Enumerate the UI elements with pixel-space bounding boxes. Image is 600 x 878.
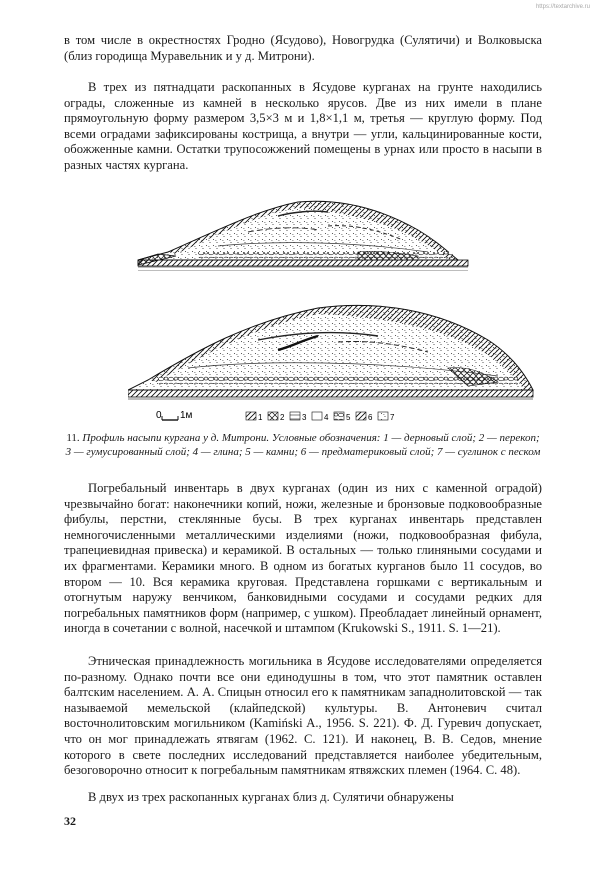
legend-swatch-3 [290, 412, 300, 420]
legend [246, 412, 395, 422]
lower-profile [128, 305, 533, 402]
page-number: 32 [64, 814, 76, 828]
paragraph-1: в том числе в окрестностях Гродно (Ясудово), Новогрудка (Сулятичи) и Волковыска (близ городища Муравельник и у д. Митрони). [64, 33, 542, 63]
legend-swatch-5 [334, 412, 344, 420]
paragraph-3: Погребальный инвентарь в двух курганах (один из них с каменной оградой) чрезвычайно богат: наконечники копий, ножи, железные и бронзовые подковообразные фибулы, перстни, стеклянные бусы. В трех курганах инвентарь представлен немногочисленными металлическими изделиями (ножи, подковообразная фибула, трапециевидная привеска) и керамикой. В остальных — только глиняными сосудами и их фрагментами. Керамики много. В одном из богатых курганов было 11 сосудов, во втором — 10. Вся керамика круговая. Представлена горшками с вертикальным и отогнутым наружу венчиком, банковидными сосудами и сосудами редких для погребальных памятников форм (например, с ушком). Преобладает линейный орнамент, иногда в сочетании с волной, насечкой и штампом (Krukowski S., 1911. S. 1—21). [64, 481, 542, 636]
legend-label-3: 3 [302, 413, 307, 422]
legend-label-4: 4 [324, 413, 329, 422]
legend-swatch-4 [312, 412, 322, 420]
watermark: https://textarchive.ru [535, 4, 590, 10]
scale-zero: 0 [156, 410, 162, 421]
figure-caption [64, 432, 542, 459]
legend-swatch-1 [246, 412, 256, 420]
upper-profile [138, 201, 468, 271]
legend-label-6: 6 [368, 413, 373, 422]
legend-swatch-7 [378, 412, 388, 420]
scale-unit: 1м [180, 410, 193, 421]
legend-label-7: 7 [390, 413, 395, 422]
legend-swatch-2 [268, 412, 278, 420]
legend-label-2: 2 [280, 413, 285, 422]
paragraph-5: В двух из трех раскопанных курганах близ д. Сулятичи обнаружены [88, 790, 454, 804]
scale-bar [156, 410, 193, 421]
legend-label-5: 5 [346, 413, 351, 422]
paragraph-4: Этническая принадлежность могильника в Ясудове исследователями определяется по-разному. Однако почти все они единодушны в том, что этот памятник оставлен балтским населением. А. А. Спицын относил его к памятникам западнолитовской — так называемой мемельской (клайпедской) культуры. В. Антоневич считал восточнолитовским могильником (Kamiński A., 1956. S. 221). Ф. Д. Гуревич допускает, что он мог принадлежать ятвягам (1962. С. 121). И наконец, В. В. Седов, мнение которого в свете последних исследований представляется наиболее убедительным, безоговорочно относит к погребальным памятникам ятвяжских племен (1964. С. 48). [64, 654, 542, 778]
legend-label-1: 1 [258, 413, 263, 422]
paragraph-2: В трех из пятнадцати раскопанных в Ясудове курганах на грунте находились ограды, сложенные из камней в несколько ярусов. Две из них имели в плане прямоугольную форму размером 3,5×3 м и 1,8×1,1 м, третья — круглую форму. Под всеми оградами зафиксированы кострища, а внутри — угли, кальцинированные кости, обожженные камни. Остатки трупосожжений помещены в урнах или просто в насыпи в разных частях кургана. [64, 80, 542, 172]
barrow-profile-figure [128, 190, 538, 425]
legend-swatch-6 [356, 412, 366, 420]
figure-caption-text: Профиль насыпи кургана у д. Митрони. Условные обозначения: 1 — дерновый слой; 2 — перекоп; 3 — гумусированный слой; 4 — глина; 5 — камни; 6 — предматериковый слой; 7 — суглинок с песком [65, 432, 541, 458]
figure-number: 11. [66, 432, 80, 444]
